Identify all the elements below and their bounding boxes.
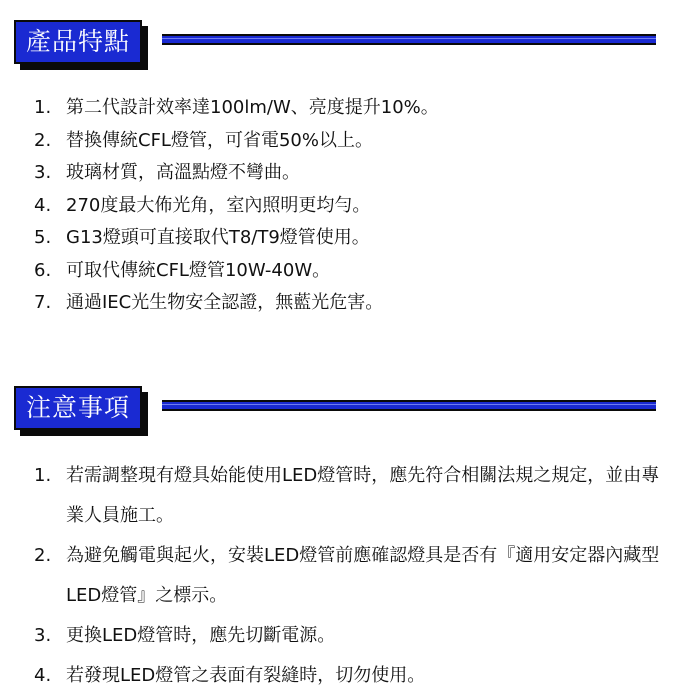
item-text: 若發現LED燈管之表面有裂縫時，切勿使用。 bbox=[66, 665, 426, 686]
list-item bbox=[0, 125, 660, 158]
item-text: 更換LED燈管時，應先切斷電源。 bbox=[66, 625, 336, 646]
features-divider-bar bbox=[162, 34, 656, 45]
item-text: 若需調整現有燈具始能使用LED燈管時，應先符合相關法規之規定，並由專業人員施工。 bbox=[66, 465, 660, 526]
item-number: 5. bbox=[34, 227, 52, 248]
item-number: 1. bbox=[34, 465, 52, 486]
item-text: 第二代設計效率達100lm/W、亮度提升10%。 bbox=[66, 97, 439, 118]
item-text: 通過IEC光生物安全認證，無藍光危害。 bbox=[66, 292, 384, 313]
item-text: 為避免觸電與起火，安裝LED燈管前應確認燈具是否有『適用安定器內藏型LED燈管』之標示。 bbox=[66, 545, 660, 606]
list-item bbox=[0, 456, 660, 536]
list-item bbox=[0, 287, 660, 320]
list-item bbox=[0, 536, 660, 616]
cautions-header bbox=[14, 386, 656, 432]
features-header bbox=[14, 20, 656, 66]
list-item bbox=[0, 616, 660, 656]
item-text: 替換傳統CFL燈管，可省電50%以上。 bbox=[66, 129, 373, 151]
item-number: 6. bbox=[34, 259, 52, 281]
features-list bbox=[0, 92, 660, 320]
item-number: 3. bbox=[34, 625, 52, 646]
item-text: 270度最大佈光角，室內照明更均勻。 bbox=[66, 194, 371, 216]
list-item bbox=[0, 255, 660, 288]
item-text: G13燈頭可直接取代T8/T9燈管使用。 bbox=[66, 227, 370, 248]
list-item bbox=[0, 157, 660, 190]
item-number: 4. bbox=[34, 665, 52, 686]
item-number: 3. bbox=[34, 162, 52, 183]
cautions-divider-bar bbox=[162, 400, 656, 411]
item-number: 4. bbox=[34, 194, 52, 216]
item-number: 7. bbox=[34, 292, 52, 313]
list-item bbox=[0, 656, 660, 696]
item-number: 2. bbox=[34, 545, 52, 566]
item-text: 可取代傳統CFL燈管10W-40W。 bbox=[66, 259, 331, 281]
item-text: 玻璃材質，高溫點燈不彎曲。 bbox=[66, 162, 300, 183]
features-title: 產品特點 bbox=[14, 20, 142, 64]
list-item bbox=[0, 92, 660, 125]
list-item bbox=[0, 222, 660, 255]
cautions-list bbox=[0, 456, 660, 696]
item-number: 2. bbox=[34, 129, 52, 151]
item-number: 1. bbox=[34, 97, 52, 118]
cautions-title: 注意事項 bbox=[14, 386, 142, 430]
list-item bbox=[0, 190, 660, 223]
